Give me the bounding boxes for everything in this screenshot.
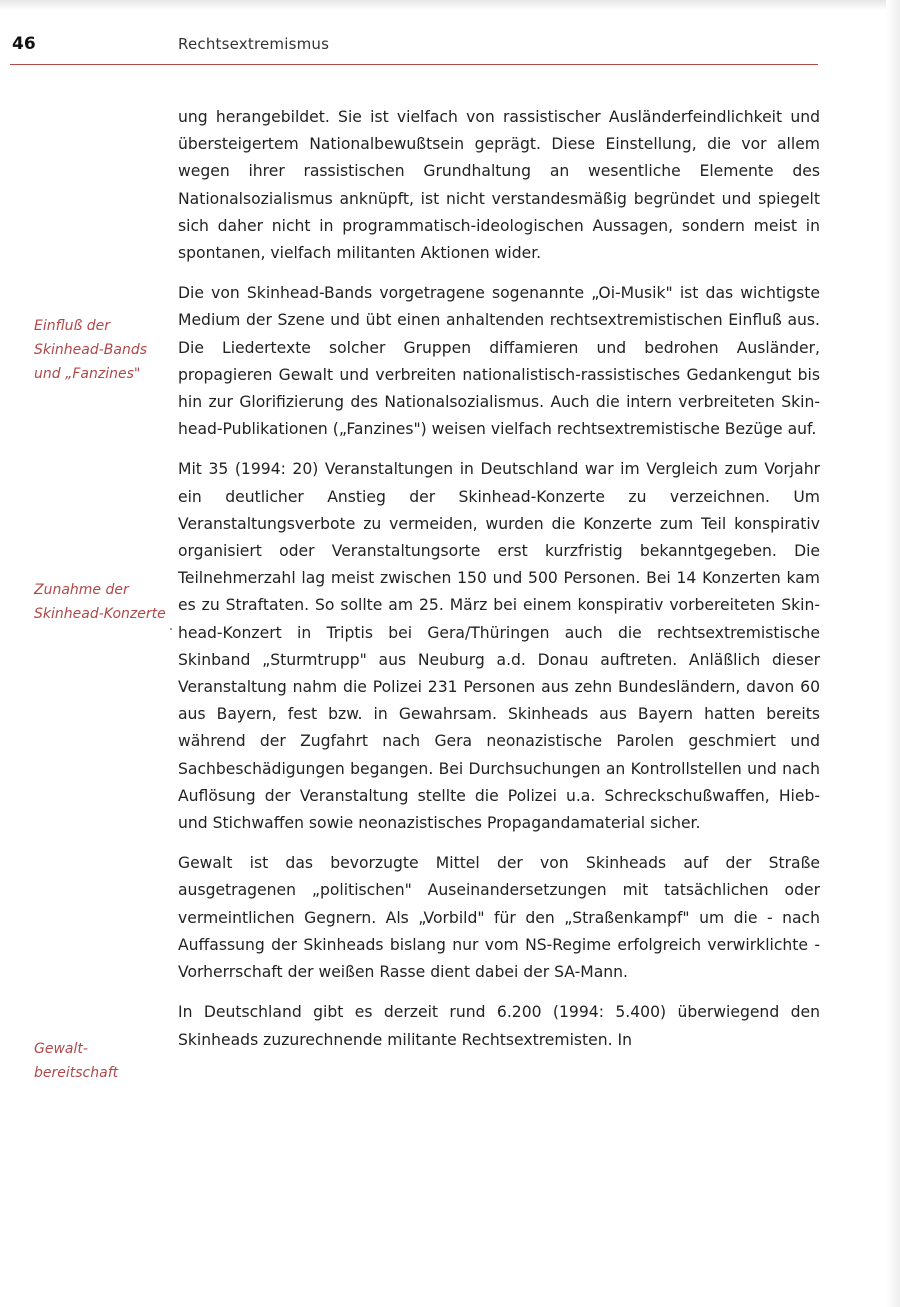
- paragraph: Mit 35 (1994: 20) Veranstaltungen in Deutschland war im Vergleich zum Vorjahr ein deutlicher Anstieg der Skinhead-Konzerte zu verzeichnen. Um Veranstaltungsverbote zu vermeiden, wurden die Konzerte zum Teil konspirativ organisiert oder Veranstaltungsorte erst kurzfristig bekanntgegeben. Die Teilnehmerzahl lag meist zwischen 150 und 500 Personen. Bei 14 Konzerten kam es zu Straftaten. So sollte am 25. März bei einem konspirativ vorbereiteten Skinhead-Konzert in Triptis bei Gera/Thüringen auch die rechtsextremistische Skinband „Sturmtrupp" aus Neuburg a.d. Donau auftreten. Anläßlich dieser Veranstaltung nahm die Polizei 231 Personen aus zehn Bundesländern, davon 60 aus Bayern, fest bzw. in Gewahrsam. Skinheads aus Bayern hatten bereits während der Zugfahrt nach Gera neonazistische Parolen geschmiert und Sachbeschädigungen begangen. Bei Durchsuchungen an Kontrollstellen und nach Auflösung der Veranstaltung stellte die Polizei u.a. Schreckschußwaffen, Hieb- und Stichwaffen sowie neonazistisches Propagandamaterial sicher.: [178, 460, 820, 833]
- margin-note-skinhead-bands: [34, 314, 174, 386]
- margin-note-line: Gewalt-: [34, 1041, 88, 1057]
- running-head-title: Rechtsextremismus: [178, 35, 330, 53]
- paragraph: Die von Skinhead-Bands vorgetragene sogenannte „Oi-Musik" ist das wichtigste Medium der Szene und übt einen anhaltenden rechtsextremistischen Einfluß aus. Die Liedertexte solcher Gruppen diffamieren und bedrohen Ausländer, propagieren Gewalt und verbreiten nationalistisch-rassistisches Gedankengut bis hin zur Glorifizierung des Nationalsozialismus. Auch die intern verbreiteten Skinhead-Publikationen („Fanzines") weisen vielfach rechtsextremistische Bezüge auf.: [178, 284, 820, 439]
- page-number: 46: [12, 34, 36, 54]
- paragraph: ung herangebildet. Sie ist vielfach von rassistischer Ausländerfeindlichkeit und übersteigertem Nationalbewußtsein geprägt. Diese Einstellung, die vor allem wegen ihrer rassistischen Grundhaltung an wesentliche Elemente des Nationalsozialismus anknüpft, ist nicht verstandesmäßig begründet und spiegelt sich daher nicht in programmatisch-ideologischen Aussagen, sondern meist in spontanen, vielfach militanten Aktionen wider.: [178, 108, 820, 263]
- margin-note-line: Zunahme der: [34, 582, 129, 598]
- body-text: [178, 104, 820, 1054]
- paragraph: Gewalt ist das bevorzugte Mittel der von Skinheads auf der Straße ausgetragenen „politischen" Auseinandersetzungen mit tatsächlichen oder vermeintlichen Gegnern. Als „Vorbild" für den „Straßenkampf" um die - nach Auffassung der Skinheads bislang nur vom NS-Regime erfolgreich verwirklichte - Vorherrschaft der weißen Rasse dient dabei der SA-Mann.: [178, 854, 820, 982]
- margin-note-line: Skinhead-Bands: [34, 342, 147, 358]
- margin-note-gewaltbereitschaft: [34, 1037, 174, 1085]
- margin-note-line: bereitschaft: [34, 1065, 119, 1081]
- stray-ink-dot: [170, 628, 172, 630]
- margin-note-line: und „Fanzines": [34, 366, 141, 382]
- margin-note-line: Skinhead-Konzerte: [34, 606, 166, 622]
- margin-note-skinhead-konzerte: [34, 578, 174, 626]
- page-right-edge-shadow: [886, 0, 900, 1307]
- page-top-shadow: [0, 0, 900, 10]
- running-header: [10, 30, 818, 65]
- paragraph: In Deutschland gibt es derzeit rund 6.200 (1994: 5.400) überwiegend den Skinheads zuzurechnende militante Rechtsextremisten. In: [178, 1003, 820, 1049]
- margin-note-line: Einfluß der: [34, 318, 111, 334]
